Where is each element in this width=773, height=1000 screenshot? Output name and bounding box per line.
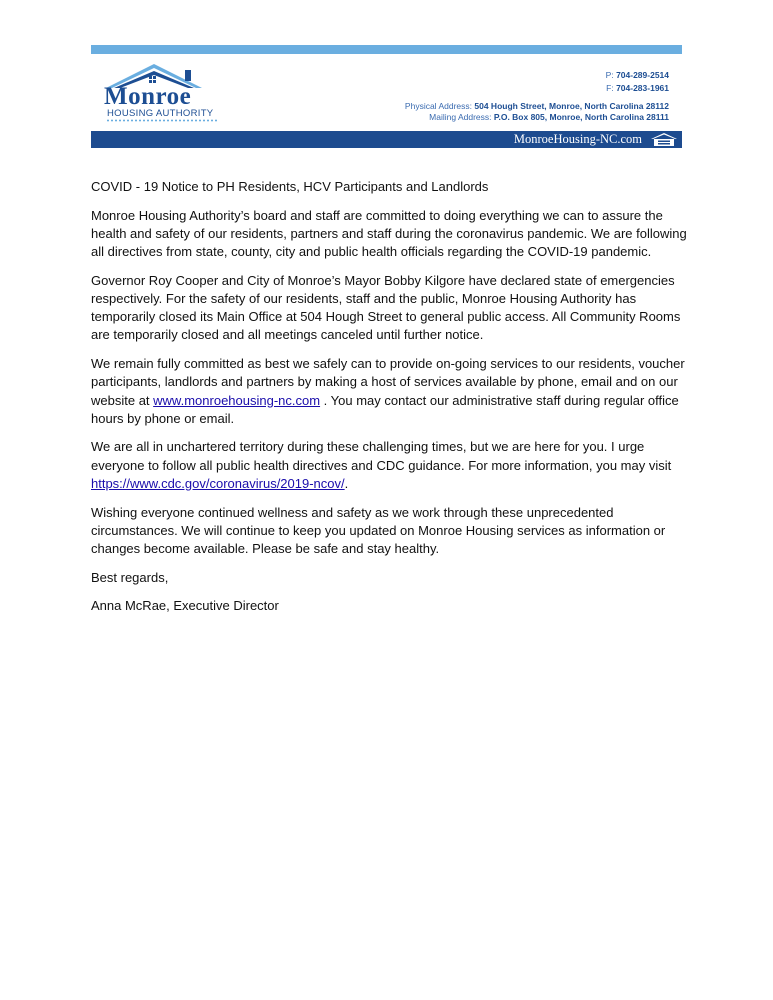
physical-address-label: Physical Address: [404, 101, 473, 111]
physical-address-line [405, 101, 669, 111]
physical-address: 504 Hough Street, Monroe, North Carolina 28112 [474, 101, 669, 111]
letter-title: COVID - 19 Notice to PH Residents, HCV Participants and Landlords [91, 179, 489, 194]
logo-dot-divider [106, 119, 218, 122]
closing: Best regards, [91, 569, 169, 585]
phone-number: 704-289-2514 [616, 70, 669, 80]
fax-label: F: [606, 83, 614, 93]
paragraph-services-text-1: We remain fully committed as best we safely can to provide on-going services to our residents, voucher participants, landlords and partners by making a host of services available by phone, email and on our website at [91, 356, 685, 408]
paragraph-guidance-text-1: We are all in unchartered territory during these challenging times, but we are here for you. I urge everyone to follow all public health directives and CDC guidance. For more information, you may visit [91, 439, 672, 473]
letter-body [91, 178, 691, 626]
fax-number: 704-283-1961 [616, 83, 669, 93]
paragraph-services [91, 355, 691, 428]
website-link[interactable]: www.monroehousing-nc.com [153, 392, 321, 408]
phone-label: P: [605, 70, 614, 80]
signature: Anna McRae, Executive Director [91, 598, 279, 614]
equal-housing-opportunity-icon [649, 132, 679, 147]
paragraph-closure: Governor Roy Cooper and City of Monroe’s Mayor Bobby Kilgore have declared state of emergencies respectively. For the safety of our residents, staff and the public, Monroe Housing Authority has temporarily closed its Main Office at 504 Hough Street to general public access. All Community Rooms are temporarily closed and all meetings canceled until further notice. [91, 272, 681, 343]
paragraph-guidance-text-2: . [344, 475, 349, 491]
paragraph-commitment: Monroe Housing Authority’s board and staff are committed to doing everything we can to assure the health and safety of our residents, partners and staff during the coronavirus pandemic. We are following all directives from state, county, city and public health officials regarding the COVID-19 pandemic. [91, 207, 687, 260]
paragraph-wellness: Wishing everyone continued wellness and safety as we work through these unprecedented circumstances. We will continue to keep you updated on Monroe Housing services as information or changes become available. Please be safe and stay healthy. [91, 504, 666, 556]
header-accent-bar [91, 45, 682, 54]
mailing-address-line [429, 112, 669, 122]
mailing-address-label: Mailing Address: [429, 112, 492, 122]
header-website: MonroeHousing-NC.com [513, 132, 642, 146]
phone-line [606, 70, 669, 80]
fax-line [606, 83, 669, 93]
mailing-address: P.O. Box 805, Monroe, North Carolina 28111 [493, 112, 669, 122]
header-website-band [91, 131, 682, 148]
cdc-link[interactable]: https://www.cdc.gov/coronavirus/2019-ncov/ [91, 475, 345, 491]
logo-wordmark: Monroe [104, 83, 192, 110]
paragraph-guidance [91, 438, 691, 493]
paragraph-services-text-2: . You may contact our administrative staff during regular office hours by phone or email. [91, 392, 679, 426]
logo-subtitle: HOUSING AUTHORITY [107, 108, 214, 119]
